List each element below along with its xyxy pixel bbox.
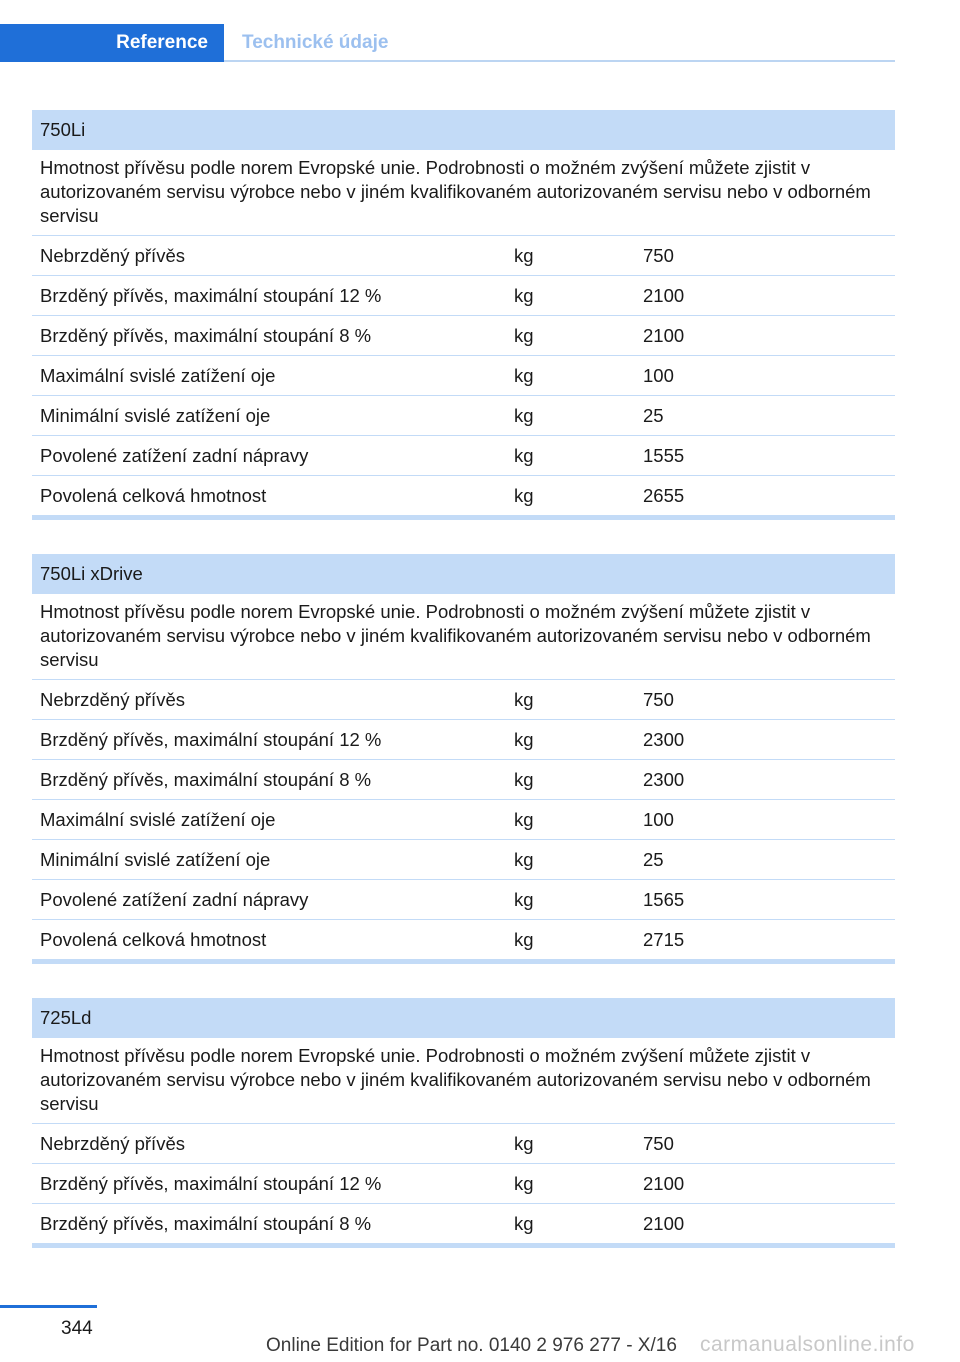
row-unit: kg [514, 929, 534, 950]
spec-table-750li [32, 110, 895, 520]
page-number: 344 [61, 1318, 93, 1339]
row-unit: kg [514, 1213, 534, 1234]
row-value: 2100 [643, 325, 685, 346]
table-row [32, 920, 895, 960]
row-label: Brzděný přívěs, maximální stoupání 12 % [40, 1173, 382, 1194]
watermark: carmanualsonline.info [700, 1333, 915, 1356]
table-row [32, 840, 895, 880]
row-value: 750 [643, 245, 674, 266]
header-rule [224, 60, 895, 62]
table-row [32, 680, 895, 720]
row-unit: kg [514, 245, 534, 266]
row-value: 2100 [643, 285, 685, 306]
table-title: 725Ld [32, 998, 895, 1038]
table-row [32, 236, 895, 276]
row-value: 750 [643, 1133, 674, 1154]
table-row [32, 276, 895, 316]
edition-footer: Online Edition for Part no. 0140 2 976 277 - X/16 [266, 1335, 677, 1356]
row-label: Nebrzděný přívěs [40, 689, 185, 710]
table-description: Hmotnost přívěsu podle norem Evropské unie. Podrobnosti o možném zvýšení můžete zjistit v autorizovaném servisu výrobce nebo v jiném kvalifikovaném autorizovaném servisu nebo v odborném servisu [32, 1038, 895, 1124]
row-label: Minimální svislé zatížení oje [40, 405, 271, 426]
row-unit: kg [514, 689, 534, 710]
table-row [32, 1204, 895, 1244]
table-title: 750Li [32, 110, 895, 150]
row-unit: kg [514, 365, 534, 386]
row-value: 750 [643, 689, 674, 710]
row-value: 1565 [643, 889, 685, 910]
table-row [32, 1164, 895, 1204]
row-unit: kg [514, 849, 534, 870]
row-unit: kg [514, 1133, 534, 1154]
row-label: Povolená celková hmotnost [40, 485, 267, 506]
row-label: Brzděný přívěs, maximální stoupání 8 % [40, 325, 372, 346]
table-row [32, 760, 895, 800]
row-value: 1555 [643, 445, 685, 466]
row-unit: kg [514, 889, 534, 910]
row-unit: kg [514, 285, 534, 306]
row-unit: kg [514, 809, 534, 830]
table-description: Hmotnost přívěsu podle norem Evropské unie. Podrobnosti o možném zvýšení můžete zjistit v autorizovaném servisu výrobce nebo v jiném kvalifikovaném autorizovaném servisu nebo v odborném servisu [32, 150, 895, 236]
table-row [32, 880, 895, 920]
table-row [32, 800, 895, 840]
row-unit: kg [514, 769, 534, 790]
row-label: Povolené zatížení zadní nápravy [40, 445, 309, 466]
table-row [32, 436, 895, 476]
spec-table-725ld [32, 998, 895, 1248]
table-row [32, 316, 895, 356]
row-unit: kg [514, 445, 534, 466]
row-label: Brzděný přívěs, maximální stoupání 12 % [40, 729, 382, 750]
row-value: 100 [643, 809, 674, 830]
row-unit: kg [514, 729, 534, 750]
row-label: Nebrzděný přívěs [40, 245, 185, 266]
table-title: 750Li xDrive [32, 554, 895, 594]
chapter-tab-technical-data[interactable]: Technické údaje [242, 32, 389, 53]
row-label: Povolená celková hmotnost [40, 929, 267, 950]
row-value: 25 [643, 849, 664, 870]
row-value: 25 [643, 405, 664, 426]
row-label: Brzděný přívěs, maximální stoupání 8 % [40, 769, 372, 790]
row-value: 100 [643, 365, 674, 386]
row-label: Brzděný přívěs, maximální stoupání 12 % [40, 285, 382, 306]
table-description: Hmotnost přívěsu podle norem Evropské unie. Podrobnosti o možném zvýšení můžete zjistit v autorizovaném servisu výrobce nebo v jiném kvalifikovaném autorizovaném servisu nebo v odborném servisu [32, 594, 895, 680]
page-number-rule [0, 1305, 97, 1308]
row-label: Povolené zatížení zadní nápravy [40, 889, 309, 910]
row-value: 2100 [643, 1213, 685, 1234]
row-value: 2300 [643, 769, 685, 790]
row-label: Minimální svislé zatížení oje [40, 849, 271, 870]
table-row [32, 720, 895, 760]
row-label: Nebrzděný přívěs [40, 1133, 185, 1154]
table-row [32, 396, 895, 436]
row-value: 2100 [643, 1173, 685, 1194]
table-row [32, 1124, 895, 1164]
row-label: Maximální svislé zatížení oje [40, 365, 276, 386]
row-label: Maximální svislé zatížení oje [40, 809, 276, 830]
row-label: Brzděný přívěs, maximální stoupání 8 % [40, 1213, 372, 1234]
table-row [32, 356, 895, 396]
row-value: 2715 [643, 929, 685, 950]
row-unit: kg [514, 405, 534, 426]
row-unit: kg [514, 1173, 534, 1194]
row-unit: kg [514, 325, 534, 346]
row-value: 2655 [643, 485, 685, 506]
row-unit: kg [514, 485, 534, 506]
row-value: 2300 [643, 729, 685, 750]
spec-table-750li-xdrive [32, 554, 895, 964]
page-header [0, 24, 895, 62]
section-tab-reference[interactable]: Reference [0, 24, 224, 62]
table-row [32, 476, 895, 516]
